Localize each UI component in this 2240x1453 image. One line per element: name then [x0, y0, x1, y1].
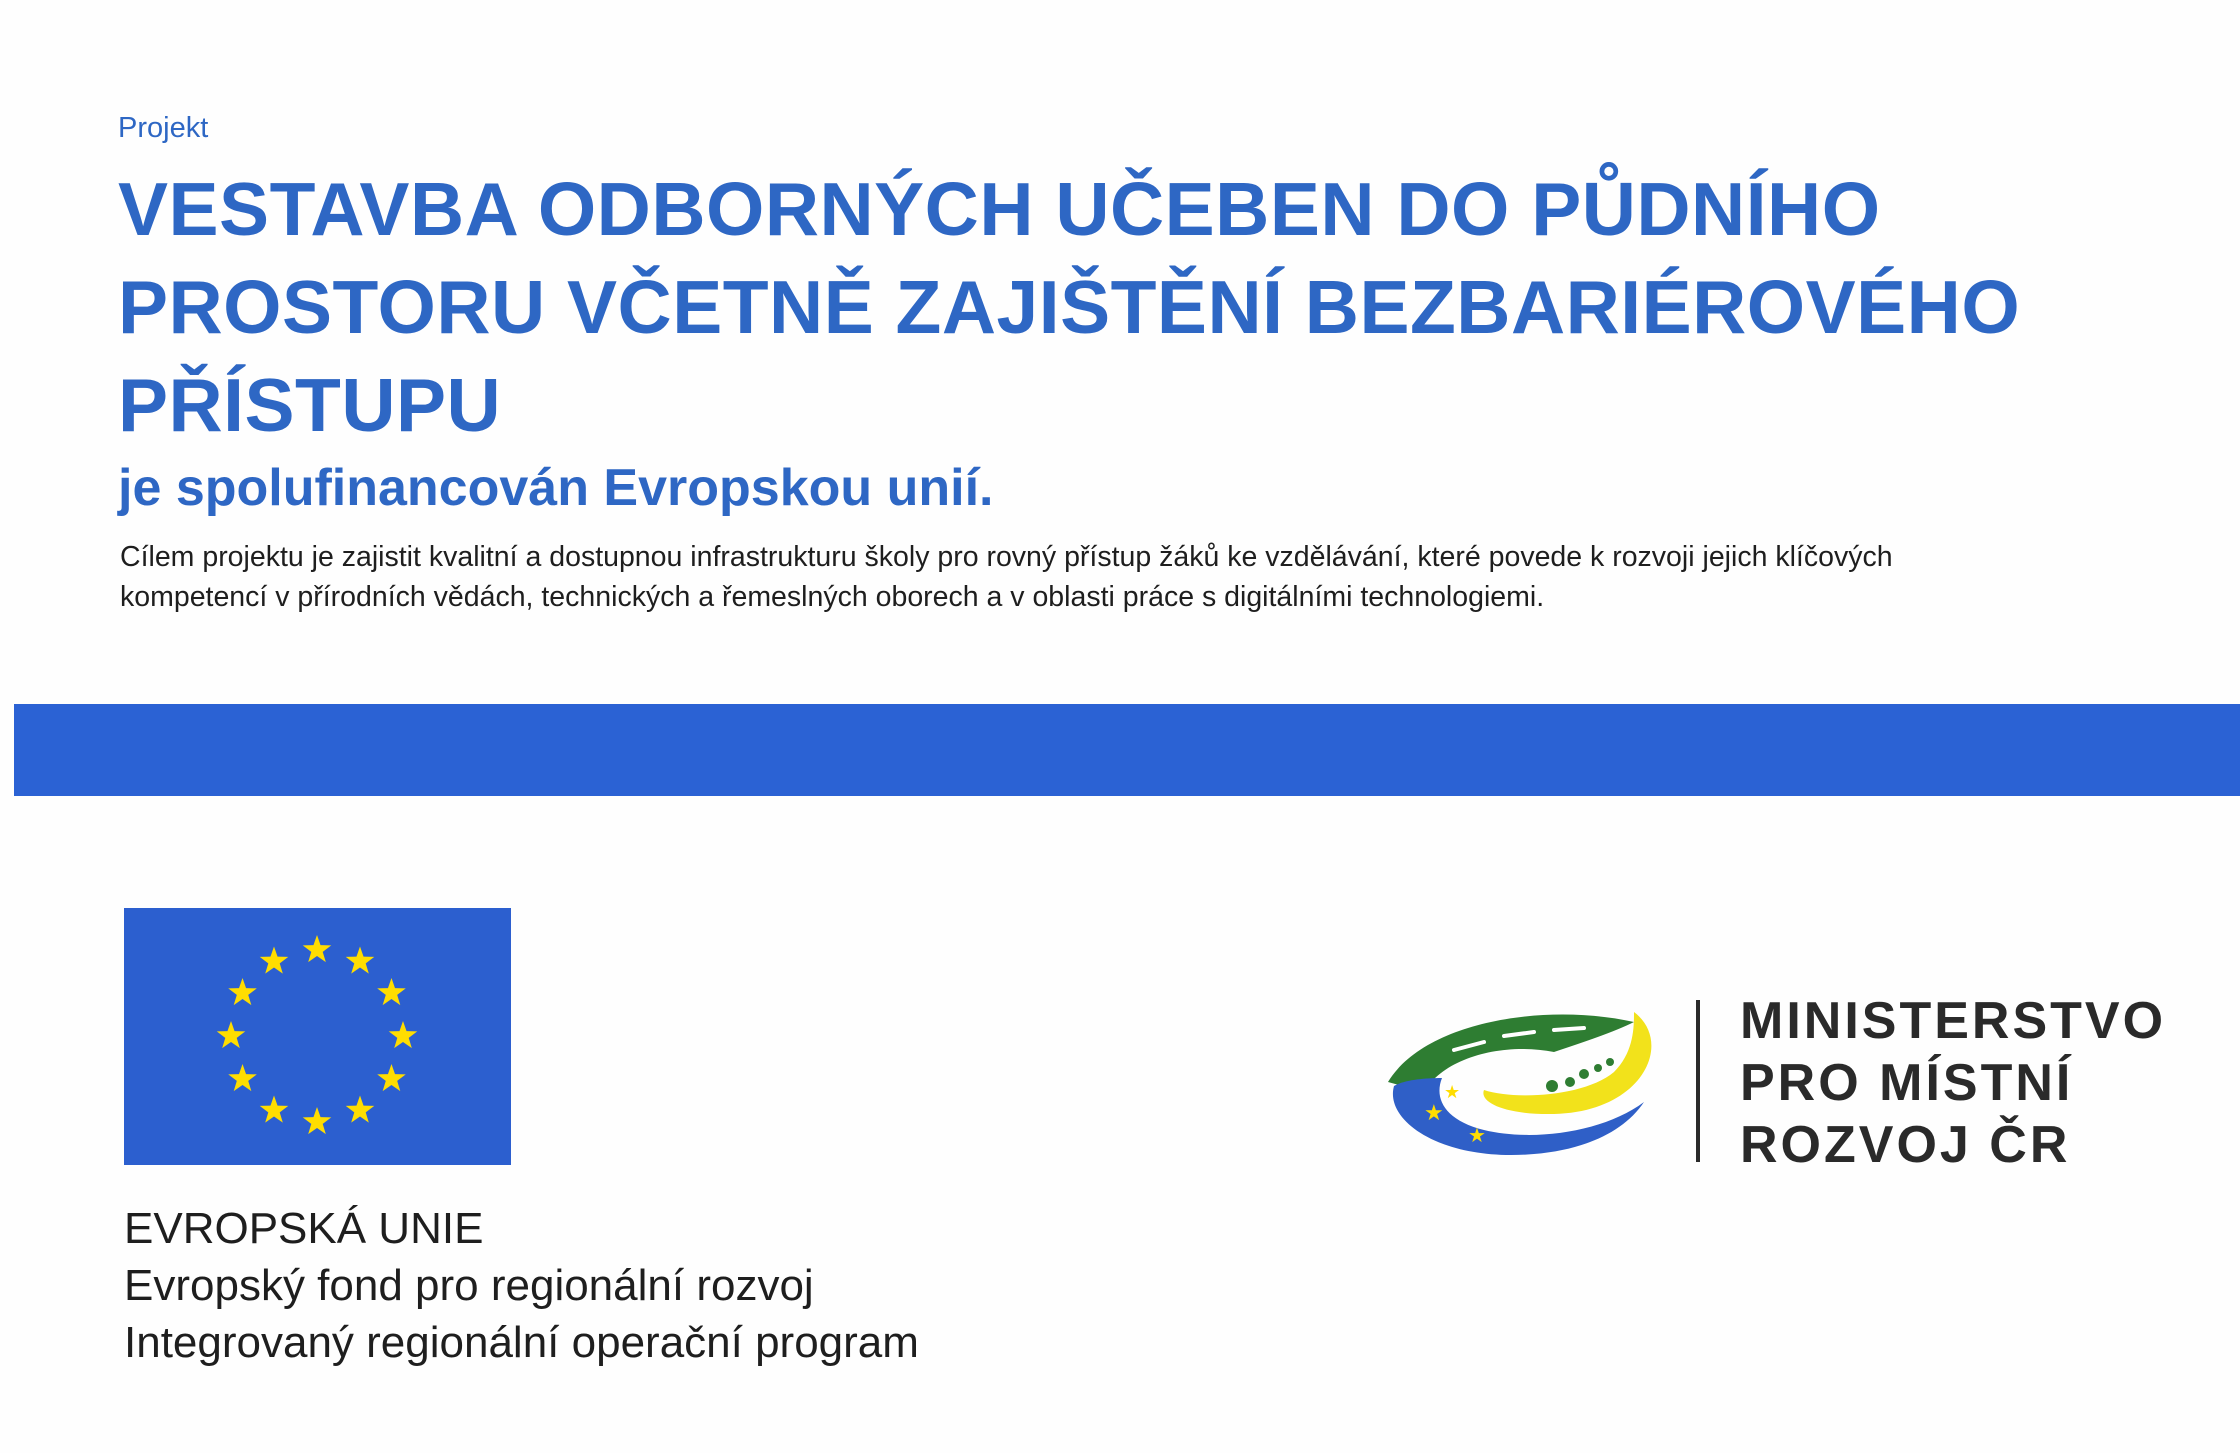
title-line-2: PROSTORU VČETNĚ ZAJIŠTĚNÍ BEZBARIÉROVÉHO	[118, 265, 2021, 349]
eu-flag-icon	[124, 908, 511, 1165]
project-title	[118, 160, 2118, 454]
eu-star-icon	[228, 978, 257, 1005]
ministry-name-line-3: ROZVOJ ČR	[1740, 1116, 2071, 1174]
svg-text:★: ★	[1424, 1101, 1444, 1126]
eu-funding-text	[124, 1200, 919, 1371]
title-line-1: VESTAVBA ODBORNÝCH UČEBEN DO PŮDNÍHO	[118, 167, 1881, 251]
eu-star-icon	[260, 947, 289, 974]
eu-star-icon	[303, 935, 332, 962]
eu-star-icon	[377, 978, 406, 1005]
ministry-divider	[1696, 1000, 1700, 1162]
eu-name: EVROPSKÁ UNIE	[124, 1204, 484, 1253]
blue-divider-band	[14, 704, 2240, 796]
eu-star-icon	[228, 1064, 257, 1091]
eu-star-icon	[346, 947, 375, 974]
ministry-name	[1740, 990, 2166, 1176]
mmr-logo-icon	[1384, 1002, 1664, 1162]
svg-text:★: ★	[1444, 1082, 1461, 1103]
eu-stars-graphic	[124, 908, 511, 1165]
eu-star-icon	[303, 1107, 332, 1134]
description-line-1: Cílem projektu je zajistit kvalitní a dostupnou infrastrukturu školy pro rovný přístup žáků ke vzdělávání, které povede k rozvoji jejich klíčových	[120, 541, 1893, 573]
project-description	[120, 537, 2100, 617]
eu-star-icon	[377, 1064, 406, 1091]
eu-star-icon	[346, 1095, 375, 1122]
svg-text:★: ★	[1468, 1123, 1486, 1147]
eu-star-icon	[217, 1021, 246, 1048]
cofinancing-statement: je spolufinancován Evropskou unií.	[118, 459, 994, 517]
eu-star-icon	[260, 1095, 289, 1122]
description-line-2: kompetencí v přírodních vědách, technických a řemeslných oborech a v oblasti práce s digitálními technologiemi.	[120, 581, 1545, 613]
title-line-3: PŘÍSTUPU	[118, 363, 502, 447]
ministry-name-line-2: PRO MÍSTNÍ	[1740, 1054, 2074, 1112]
eu-fund-name: Evropský fond pro regionální rozvoj	[124, 1261, 814, 1310]
eu-star-icon	[389, 1021, 418, 1048]
project-label: Projekt	[118, 112, 209, 144]
eu-program-name: Integrovaný regionální operační program	[124, 1318, 919, 1367]
ministry-name-line-1: MINISTERSTVO	[1740, 992, 2167, 1050]
